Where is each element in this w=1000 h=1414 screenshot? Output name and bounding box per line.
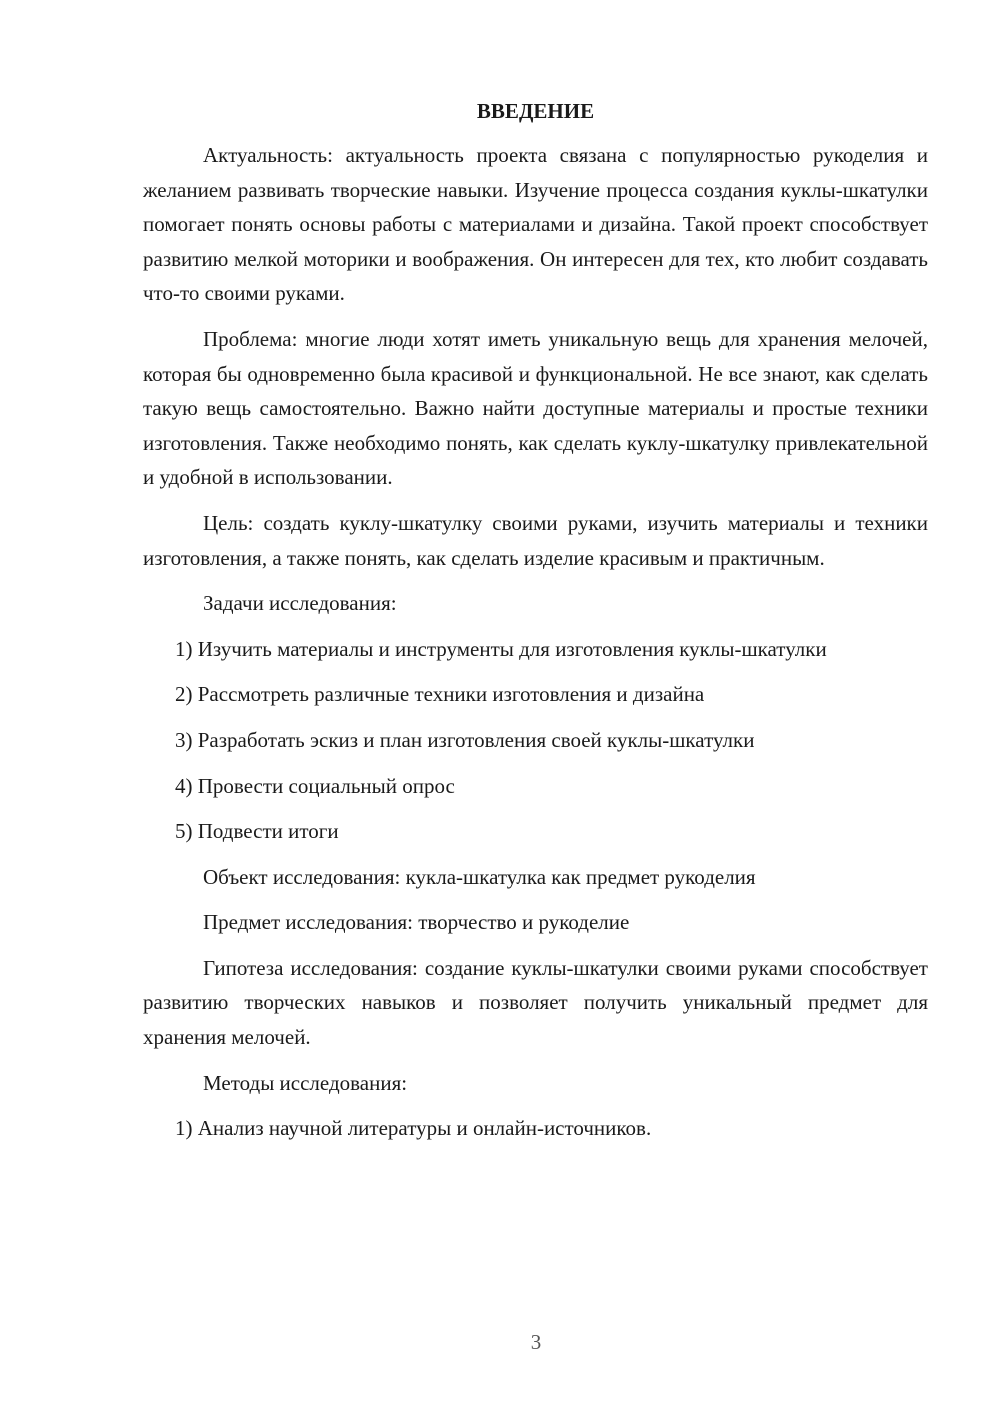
problem-paragraph: Проблема: многие люди хотят иметь уникальную вещь для хранения мелочей, которая бы одновременно была красивой и функциональной. Не все знают, как сделать такую вещь самостоятельно. Важно найти доступные материалы и простые техники изготовления. Также необходимо понять, как сделать куклу-шкатулку привлекательной и удобной в использовании. [143,326,928,490]
methods-list [143,1111,928,1146]
document-page [143,96,928,1157]
object-paragraph: Объект исследования: кукла-шкатулка как предмет рукоделия [203,864,756,889]
relevance-paragraph: Актуальность: актуальность проекта связана с популярностью рукоделия и желанием развивать творческие навыки. Изучение процесса создания куклы-шкатулки помогает понять основы работы с материалами и дизайна. Такой проект способствует развитию мелкой моторики и воображения. Он интересен для тех, кто любит создавать что-то своими руками. [143,143,928,306]
hypothesis-paragraph: Гипотеза исследования: создание куклы-шкатулки своими руками способствует развитию творческих навыков и позволяет получить уникальный предмет для хранения мелочей. [143,955,928,1050]
goal-paragraph: Цель: создать куклу-шкатулку своими руками, изучить материалы и техники изготовления, а также понять, как сделать изделие красивым и практичным. [143,510,928,570]
subject-paragraph: Предмет исследования: творчество и рукоделие [203,910,630,935]
list-item: 5) Подвести итоги [175,819,339,844]
methods-heading: Методы исследования: [203,1070,408,1095]
tasks-heading: Задачи исследования: [203,591,397,616]
page-title: ВВЕДЕНИЕ [476,99,595,123]
list-item: 2) Рассмотреть различные техники изготовления и дизайна [175,682,705,707]
list-item: 4) Провести социальный опрос [175,773,455,798]
list-item: 1) Анализ научной литературы и онлайн-источников. [175,1116,652,1141]
page-number: 3 [530,1330,542,1354]
list-item: 3) Разработать эскиз и план изготовления своей куклы-шкатулки [175,727,755,752]
list-item: 1) Изучить материалы и инструменты для изготовления куклы-шкатулки [175,636,827,661]
tasks-list [143,632,928,849]
